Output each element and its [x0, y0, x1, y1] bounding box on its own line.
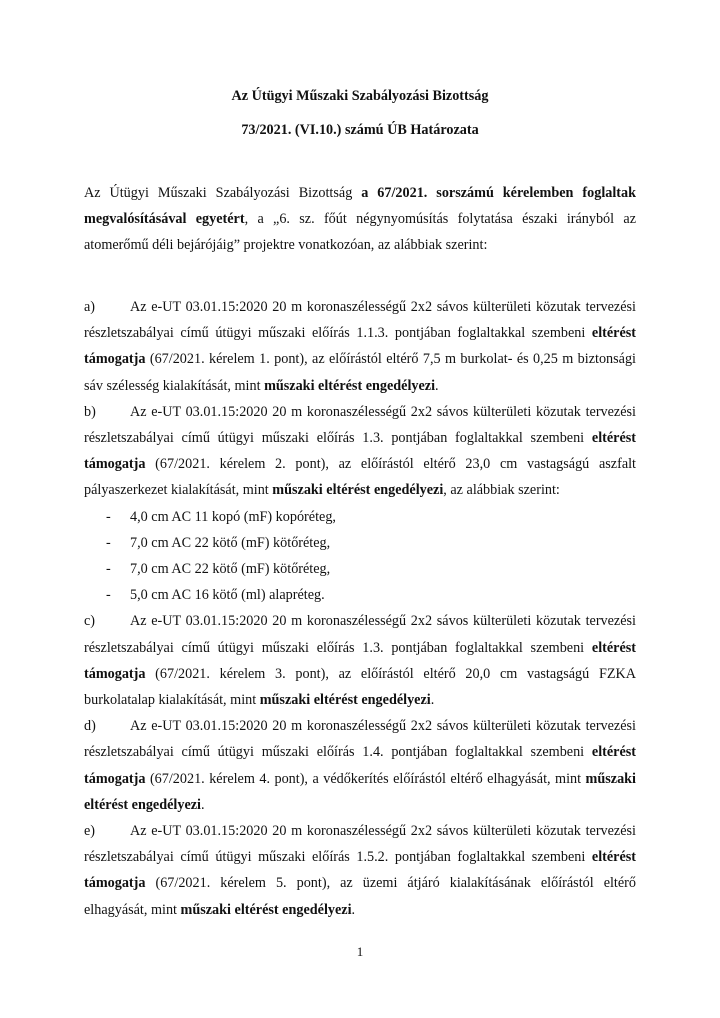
resolution-number: 73/2021. (VI.10.) számú ÚB Határozata: [241, 122, 479, 138]
document-title: Az Útügyi Műszaki Szabályozási Bizottság: [231, 88, 489, 104]
item-e: e) Az e-UT 03.01.15:2020 20 m koronaszélességű 2x2 sávos külterületi közutak tervezési részletszabályai című útügyi műszaki előírás 1.5.2. pontjában foglaltakkal szembeni eltérést támogatja (67/2021. kérelem 5. pont), az üzemi átjáró kialakításának előírástól eltérő elhagyását, mint műszaki eltérést engedélyezi.: [84, 818, 636, 923]
item-c: c) Az e-UT 03.01.15:2020 20 m koronaszélességű 2x2 sávos külterületi közutak tervezési részletszabályai című útügyi műszaki előírás 1.3. pontjában foglaltakkal szembeni eltérést támogatja (67/2021. kérelem 3. pont), az előírástól eltérő 20,0 cm vastagságú FZKA burkolatalap kialakítását, mint műszaki eltérést engedélyezi.: [84, 608, 636, 713]
item-marker: c): [84, 613, 96, 630]
item-marker: e): [84, 823, 96, 840]
item-marker: a): [84, 299, 96, 315]
layer-list-item: - 4,0 cm AC 11 kopó (mF) kopóréteg,: [106, 508, 336, 525]
layer-list-item: - 7,0 cm AC 22 kötő (mF) kötőréteg,: [106, 534, 331, 551]
item-b: b) Az e-UT 03.01.15:2020 20 m koronaszélességű 2x2 sávos külterületi közutak tervezési részletszabályai című útügyi műszaki előírás 1.3. pontjában foglaltakkal szembeni eltérést támogatja (67/2021. kérelem 2. pont), az előírástól eltérő 23,0 cm vastagságú aszfalt pályaszerkezet kialakítását, mint műszaki eltérést engedélyezi, az alábbiak szerint:: [84, 399, 636, 504]
intro-paragraph: Az Útügyi Műszaki Szabályozási Bizottság a 67/2021. sorszámú kérelemben foglaltak megvalósításával egyetért, a „6. sz. főút négynyomúsítás folytatása északi irányból az atomerőmű déli bejárójáig” projektre vonatkozóan, az alábbiak szerint:: [84, 185, 637, 254]
layer-list-item: - 5,0 cm AC 16 kötő (ml) alapréteg.: [106, 587, 325, 604]
items-block: [84, 294, 636, 923]
layer-list-item: - 7,0 cm AC 22 kötő (mF) kötőréteg,: [106, 561, 331, 578]
item-marker: d): [84, 718, 96, 735]
page-number: 1: [356, 944, 364, 959]
item-marker: b): [84, 403, 96, 420]
item-d: d) Az e-UT 03.01.15:2020 20 m koronaszélességű 2x2 sávos külterületi közutak tervezési részletszabályai című útügyi műszaki előírás 1.4. pontjában foglaltakkal szembeni eltérést támogatja (67/2021. kérelem 4. pont), a védőkerítés előírástól eltérő elhagyását, mint műszaki eltérést engedélyezi.: [84, 713, 636, 818]
item-a: a) Az e-UT 03.01.15:2020 20 m koronaszélességű 2x2 sávos külterületi közutak tervezési részletszabályai című útügyi műszaki előírás 1.1.3. pontjában foglaltakkal szembeni eltérést támogatja (67/2021. kérelem 1. pont), az előírástól eltérő 7,5 m burkolat- és 0,25 m biztonsági sáv szélesség kialakítását, mint műszaki eltérést engedélyezi.: [84, 294, 636, 399]
